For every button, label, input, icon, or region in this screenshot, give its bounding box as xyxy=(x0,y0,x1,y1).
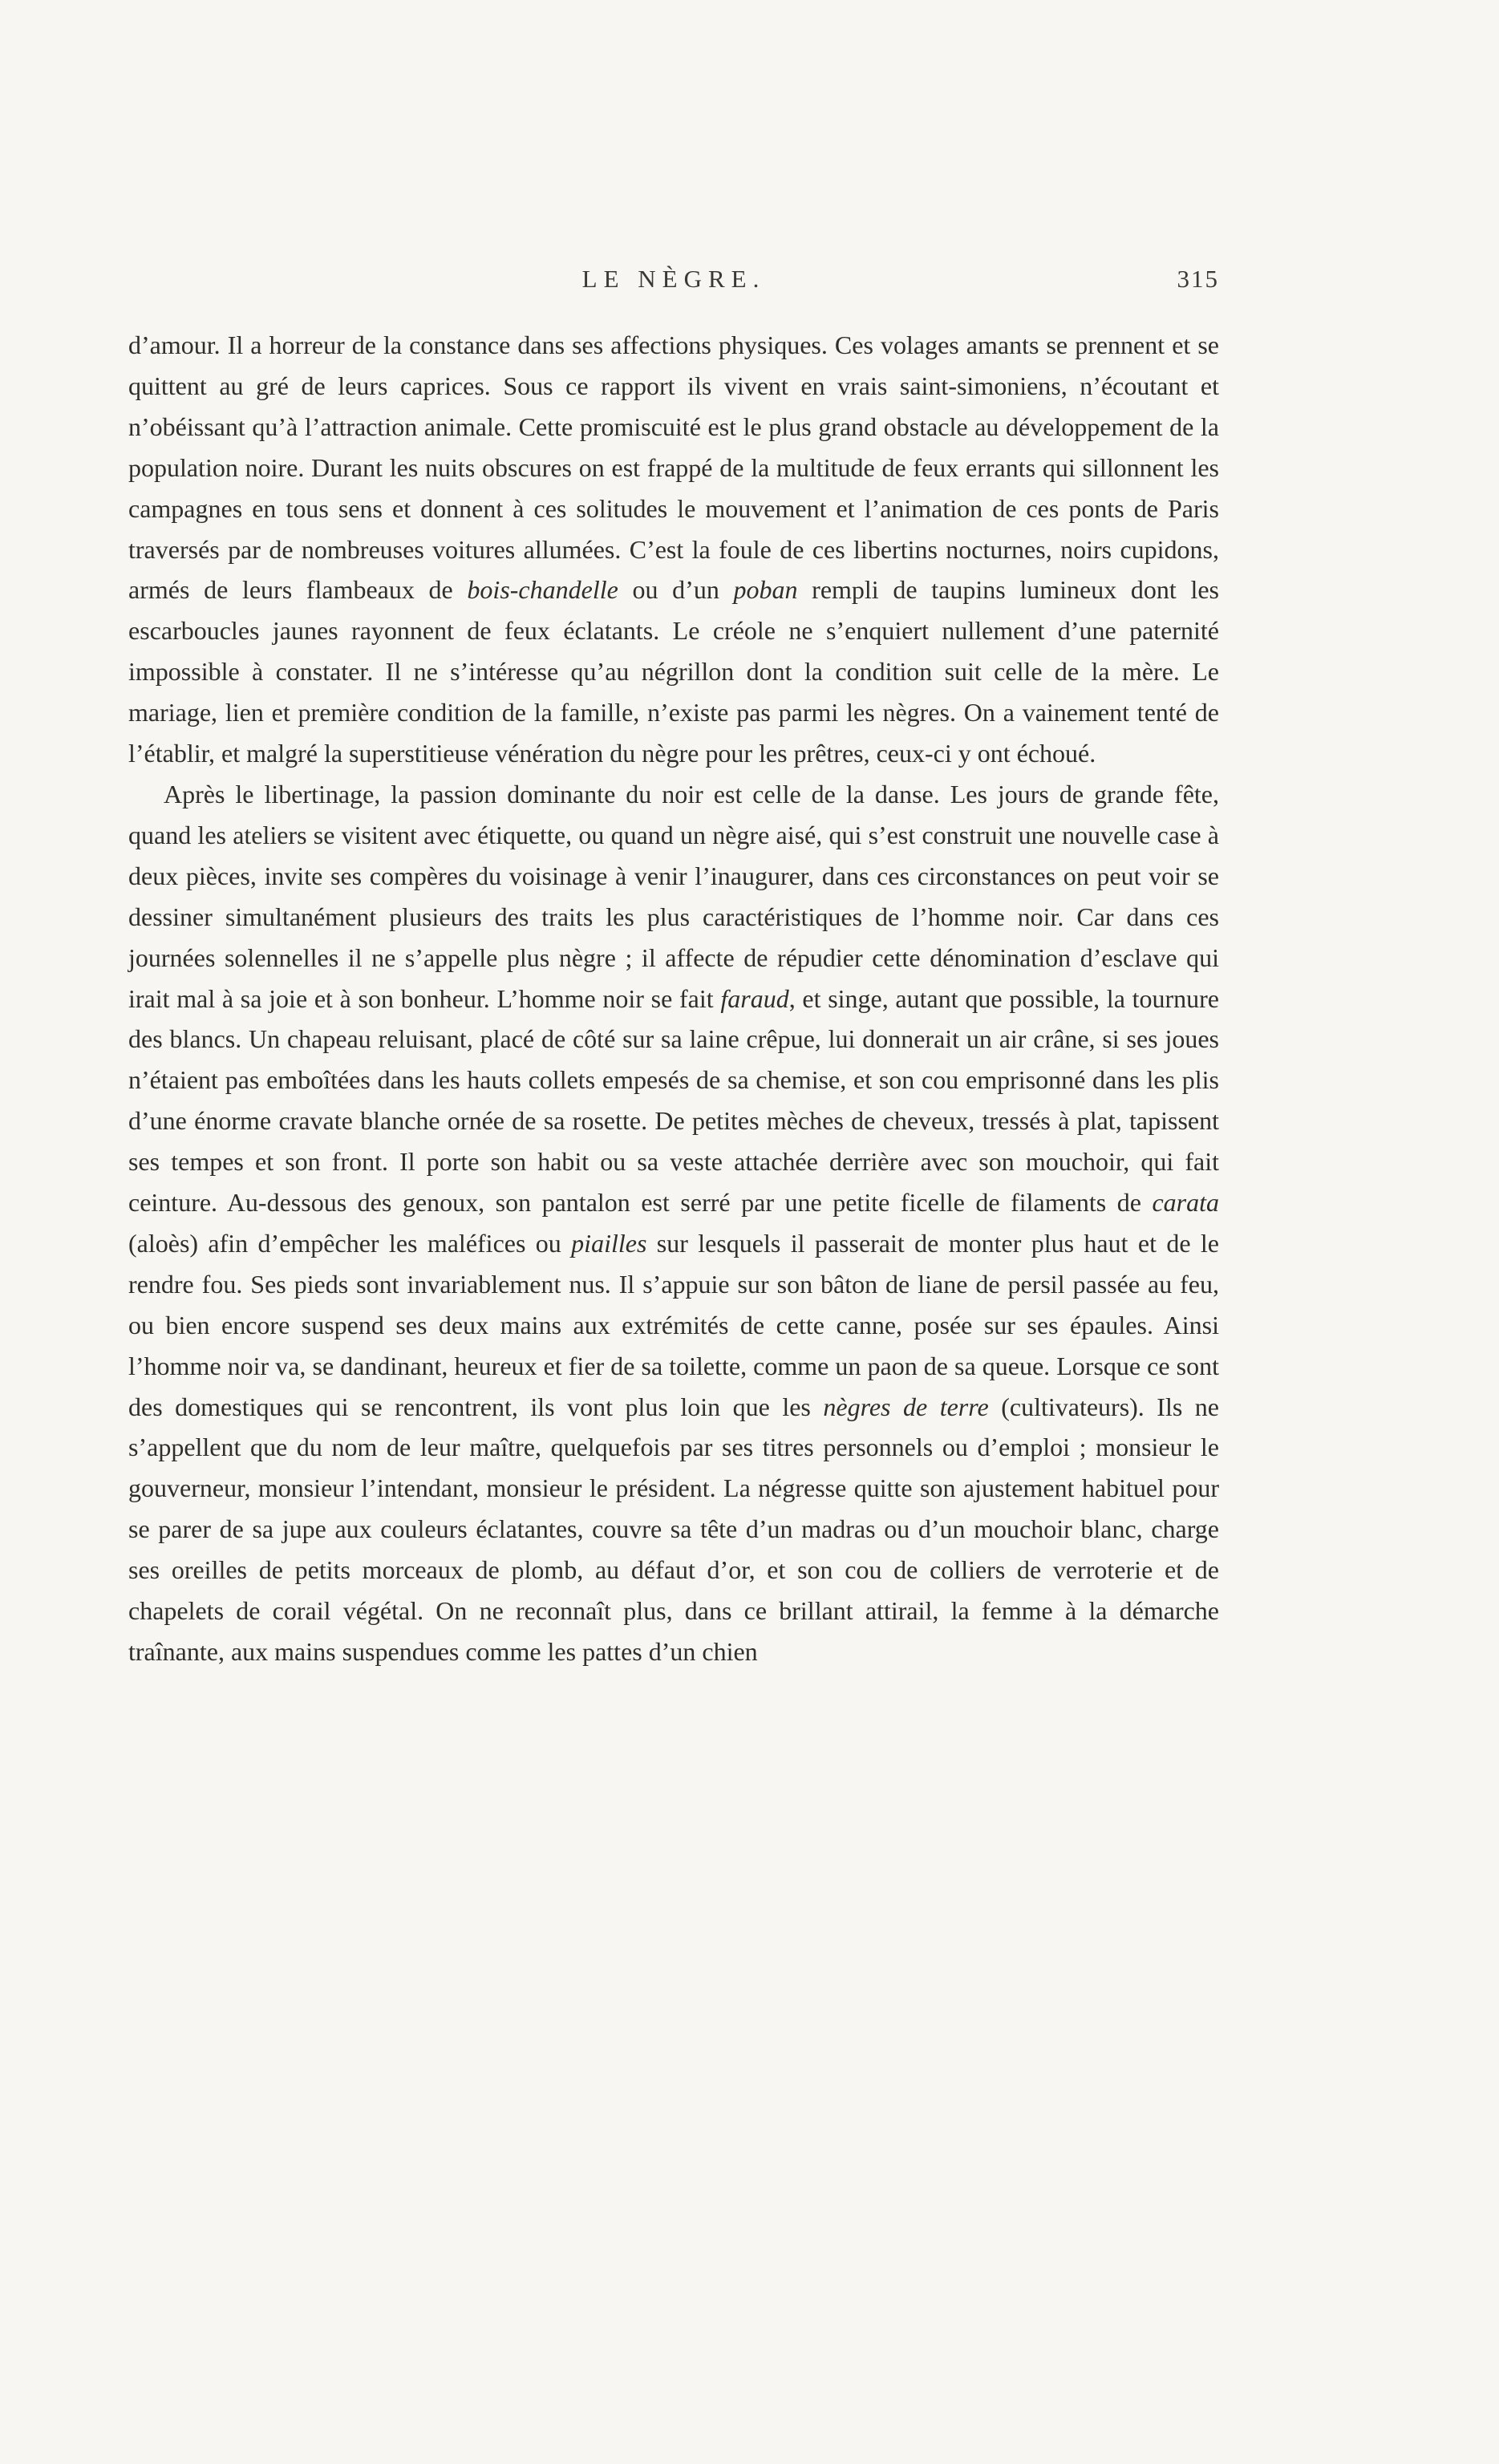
text-segment: (aloès) afin d’empêcher les maléfices ou xyxy=(128,1228,572,1258)
text-segment: d’amour. Il a horreur de la constance dans ses affections physiques. Ces volages amants se prennent et se quittent au gré de leurs caprices. Sous ce rapport ils vivent en vrais saint-simoniens, n’écoutant et n’obéissant qu’à l’attraction animale. Cette promiscuité est le plus grand obstacle au développement de la population noire. Durant les nuits obscures on est frappé de la multitude de feux errants qui sillonnent les campagnes en tous sens et donnent à ces solitudes le mouvement et l’animation de ces ponts de Paris traversés par de nombreuses voitures allumées. C’est la foule de ces libertins nocturnes, noirs cupidons, armés de leurs flambeaux de xyxy=(128,330,1219,605)
italic-term: piailles xyxy=(571,1228,647,1258)
page-number: 315 xyxy=(1177,265,1219,293)
running-title: LE NÈGRE. xyxy=(581,265,766,293)
italic-term: carata xyxy=(1152,1188,1219,1218)
text-segment: rempli de taupins lumineux dont les escarboucles jaunes rayonnent de feux éclatants. Le créole ne s’enquiert nullement d’une paternité impossible à constater. Il ne s’intéresse qu’au négrillon dont la condition suit celle de la mère. Le mariage, lien et première condition de la famille, n’existe pas parmi les nègres. On a vainement tenté de l’établir, et malgré la superstitieuse vénération du nègre pour les prêtres, ceux-ci y ont échoué. xyxy=(128,575,1219,768)
text-segment: ou d’un xyxy=(618,575,734,605)
italic-term: poban xyxy=(733,575,798,605)
italic-term: nègres de terre xyxy=(823,1392,989,1421)
body-text xyxy=(128,325,1219,1672)
italic-term: faraud xyxy=(720,983,789,1013)
paragraph-1 xyxy=(128,325,1219,774)
paragraph-2 xyxy=(128,774,1219,1672)
page-header xyxy=(128,265,1219,313)
text-segment: , et singe, autant que possible, la tournure des blancs. Un chapeau reluisant, placé de côté sur sa laine crêpue, lui donnerait un air crâne, si ses joues n’étaient pas emboîtées dans les hauts collets empesés de sa chemise, et son cou emprisonné dans les plis d’une énorme cravate blanche ornée de sa rosette. De petites mèches de cheveux, tressés à plat, tapissent ses tempes et son front. Il porte son habit ou sa veste attachée derrière avec son mouchoir, qui fait ceinture. Au-dessous des genoux, son pantalon est serré par une petite ficelle de filaments de xyxy=(128,983,1220,1218)
text-segment: Après le libertinage, la passion dominante du noir est celle de la danse. Les jours de grande fête, quand les ateliers se visitent avec étiquette, ou quand un nègre aisé, qui s’est construit une nouvelle case à deux pièces, invite ses compères du voisinage à venir l’inaugurer, dans ces circonstances on peut voir se dessiner simultanément plusieurs des traits les plus caractéristiques de l’homme noir. Car dans ces journées solennelles il ne s’appelle plus nègre ; il affecte de répudier cette dénomination d’esclave qui irait mal à sa joie et à son bonheur. L’homme noir se fait xyxy=(128,779,1219,1013)
italic-term: bois-chandelle xyxy=(467,575,618,605)
text-segment: sur lesquels il passerait de monter plus haut et de le rendre fou. Ses pieds sont invariablement nus. Il s’appuie sur son bâton de liane de persil passée au feu, ou bien encore suspend ses deux mains aux extrémités de cette canne, posée sur ses épaules. Ainsi l’homme noir va, se dandinant, heureux et fier de sa toilette, comme un paon de sa queue. Lorsque ce sont des domestiques qui se rencontrent, ils vont plus loin que les xyxy=(128,1228,1220,1421)
text-segment: (cultivateurs). Ils ne s’appellent que du nom de leur maître, quelquefois par ses titres personnels ou d’emploi ; monsieur le gouverneur, monsieur l’intendant, monsieur le président. La négresse quitte son ajustement habituel pour se parer de sa jupe aux couleurs éclatantes, couvre sa tête d’un madras ou d’un mouchoir blanc, charge ses oreilles de petits morceaux de plomb, au défaut d’or, et son cou de colliers de verroterie et de chapelets de corail végétal. On ne reconnaît plus, dans ce brillant attirail, la femme à la démarche traînante, aux mains suspendues comme les pattes d’un chien xyxy=(128,1392,1220,1666)
